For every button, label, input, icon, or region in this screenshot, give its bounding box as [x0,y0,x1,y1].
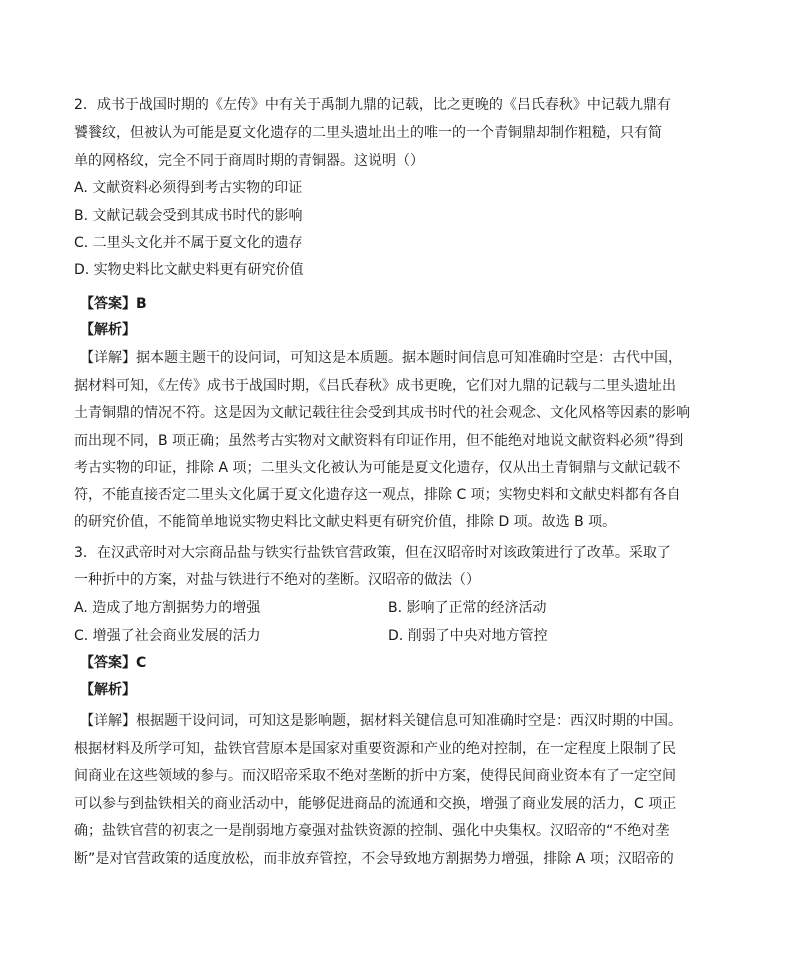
q2-detail-line-1: 【详解】据本题主题干的设问词，可知这是本质题。据本题时间信息可知准确时空是：古代中国， [80,350,682,366]
q2-analysis-label: 【解析】 [80,322,136,338]
q2-detail-line-7: 的研究价值，不能简单地说实物史料比文献史料更有研究价值，排除 D 项。故选 B 项。 [74,514,617,530]
q3-detail-line-3: 间商业在这些领域的参与。而汉昭帝采取不绝对垄断的折中方案，使得民间商业资本有了一定空间 [74,768,676,784]
q2-option-a: A. 文献资料必须得到考古实物的印证 [74,180,303,196]
q2-option-b: B. 文献记载会受到其成书时代的影响 [74,208,303,224]
q3-detail-line-2: 根据材料及所学可知，盐铁官营原本是国家对重要资源和产业的绝对控制，在一定程度上限制了民 [74,741,676,757]
q2-detail-line-4: 而出现不同，B 项正确；虽然考古实物对文献资料有印证作用，但不能绝对地说文献资料必须”得到 [74,433,684,449]
q3-stem-line-1: 3．在汉武帝时对大宗商品盐与铁实行盐铁官营政策，但在汉昭帝时对该政策进行了改革。采取了 [74,545,671,561]
q3-analysis-label: 【解析】 [80,682,136,698]
q2-stem-line-2: 饕餮纹，但被认为可能是夏文化遗存的二里头遗址出土的唯一的一个青铜鼎却制作粗糙，只有简 [74,125,662,141]
q2-option-d: D. 实物史料比文献史料更有研究价值 [74,262,304,278]
q3-detail-line-1: 【详解】根据题干设问词，可知这是影响题，据材料关键信息可知准确时空是：西汉时期的中国。 [80,713,682,729]
q3-option-c: C. 增强了社会商业发展的活力 [74,628,261,644]
q2-detail-line-5: 考古实物的印证，排除 A 项；二里头文化被认为可能是夏文化遗存，仅从出土青铜鼎与文献记载不 [74,460,681,476]
q3-option-a: A. 造成了地方割据势力的增强 [74,600,261,616]
q2-detail-line-6: 符，不能直接否定二里头文化属于夏文化遗存这一观点，排除 C 项；实物史料和文献史料都有各自 [74,487,681,503]
q2-option-c: C. 二里头文化并不属于夏文化的遗存 [74,235,303,251]
q3-stem-line-2: 一种折中的方案，对盐与铁进行不绝对的垄断。汉昭帝的做法（） [74,572,480,588]
q3-detail-line-5: 确；盐铁官营的初衷之一是削弱地方豪强对盐铁资源的控制、强化中央集权。汉昭帝的“不绝对垄 [74,823,670,839]
q3-option-b: B. 影响了正常的经济活动 [388,600,547,616]
q2-stem-line-3: 单的网格纹，完全不同于商周时期的青铜器。这说明（） [74,153,424,169]
q2-detail-line-2: 据材料可知，《左传》成书于战国时期，《吕氏春秋》成书更晚，它们对九鼎的记载与二里头遗址出 [74,378,676,394]
q2-stem-line-1: 2．成书于战国时期的《左传》中有关于禹制九鼎的记载，比之更晚的《吕氏春秋》中记载九鼎有 [74,97,671,113]
q2-answer: 【答案】B [80,296,147,312]
q3-detail-line-4: 可以参与到盐铁相关的商业活动中，能够促进商品的流通和交换，增强了商业发展的活力，C 项正 [74,796,677,812]
q3-answer: 【答案】C [80,655,147,671]
q3-detail-line-6: 断”是对官营政策的适度放松，而非放弃管控，不会导致地方割据势力增强，排除 A 项；汉昭帝的 [74,851,674,867]
q3-option-d: D. 削弱了中央对地方管控 [388,628,548,644]
q2-detail-line-3: 土青铜鼎的情况不符。这是因为文献记载往往会受到其成书时代的社会观念、文化风格等因素的影响 [74,405,690,421]
